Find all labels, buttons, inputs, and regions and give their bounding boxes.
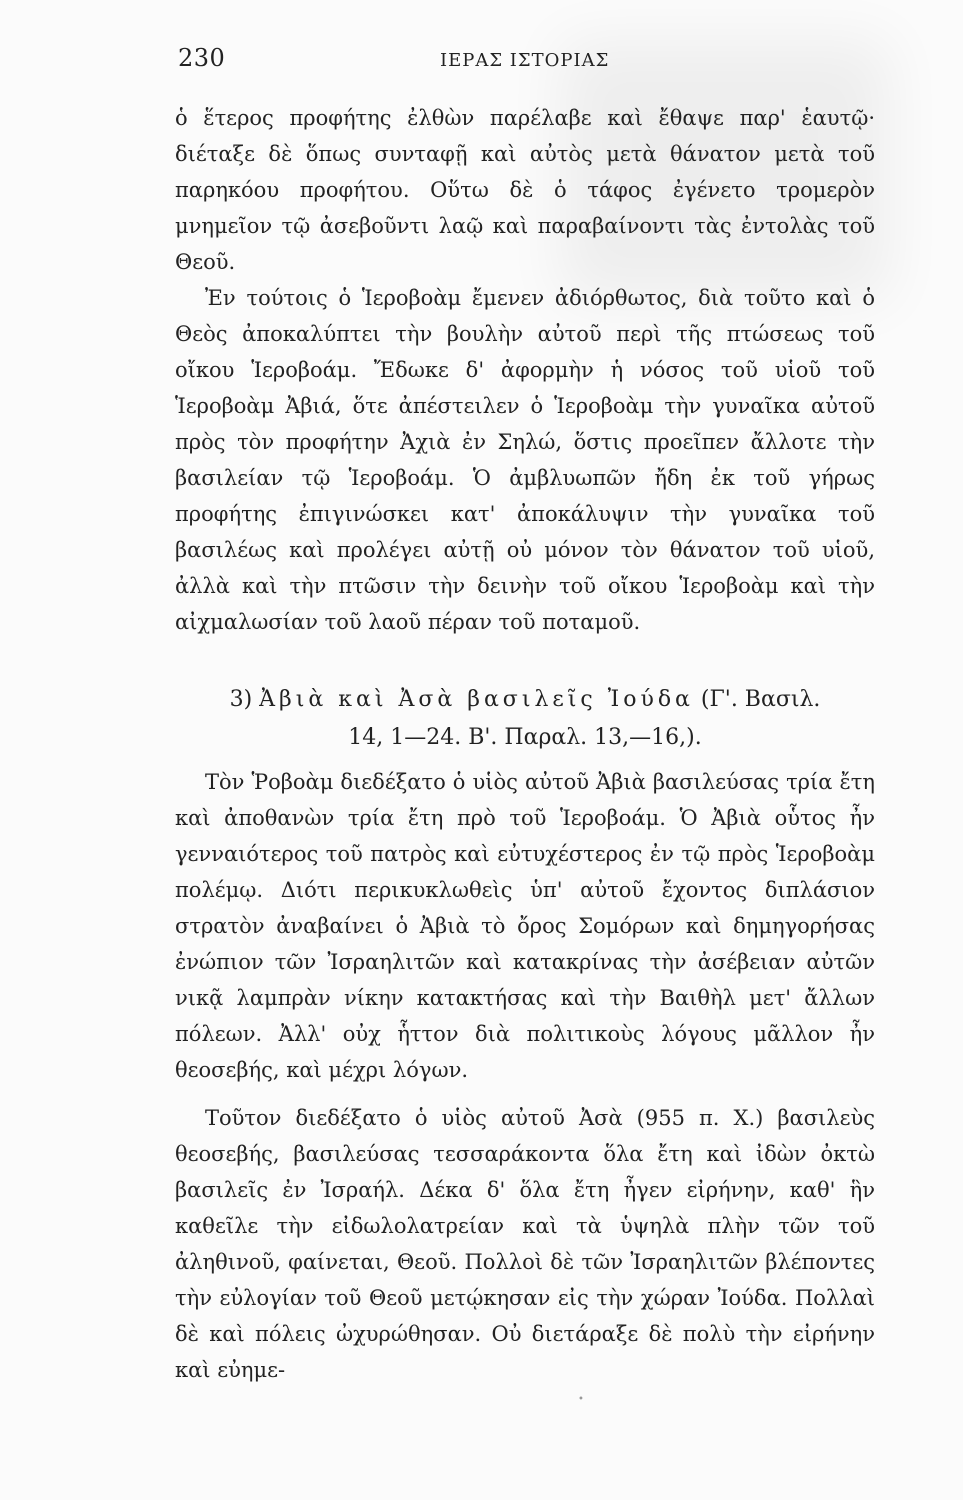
paragraph-3: Τὸν Ῥοβοὰμ διεδέξατο ὁ υἱὸς αὐτοῦ Ἀβιὰ βασιλεύσας τρία ἔτη καὶ ἀποθανὼν τρία ἔτη πρὸ τοῦ Ἱεροβοάμ. Ὁ Ἀβιὰ οὗτος ἦν γενναιότερος τοῦ πατρὸς καὶ εὐτυχέστερος ἐν τῷ πρὸς Ἱεροβοὰμ πολέμῳ. Διότι περικυκλωθεὶς ὑπ' αὐτοῦ ἔχοντος διπλάσιον στρατὸν ἀναβαίνει ὁ Ἀβιὰ τὸ ὄρος Σομόρων καὶ δημηγορήσας ἐνώπιον τῶν Ἰσραηλιτῶν καὶ κατακρίνας τὴν ἀσέβειαν αὐτῶν νικᾷ λαμπρὰν νίκην κατακτήσας καὶ τὴν Βαιθὴλ μετ' ἄλλων πόλεων. Ἀλλ' οὐχ ἧττον διὰ πολιτικοὺς λόγους μᾶλλον ἦν θεοσεβής, καὶ μέχρι λόγων. — [175, 770, 875, 1082]
page-header — [178, 44, 868, 84]
running-title: ΙΕΡΑΣ ΙΣΤΟΡΙΑΣ — [440, 50, 610, 71]
paragraph-1: ὁ ἕτερος προφήτης ἐλθὼν παρέλαβε καὶ ἔθαψε παρ' ἑαυτῷ· διέταξε δὲ ὅπως συνταφῇ καὶ αὐτὸς μετὰ θάνατον μετὰ τοῦ παρηκόου προφήτου. Οὕτω δὲ ὁ τάφος ἐγένετο τρομερὸν μνημεῖον τῷ ἀσεβοῦντι λαῷ καὶ παραβαίνοντι τὰς ἐντολὰς τοῦ Θεοῦ. — [175, 106, 875, 274]
section-reference-open: (Γ'. Βασιλ. — [700, 687, 821, 712]
printer-mark: • — [578, 1394, 584, 1405]
section-heading — [175, 682, 875, 756]
page-body — [175, 100, 875, 1388]
section-reference: 14, 1—24. Β'. Παραλ. 13,—16,). — [348, 725, 702, 750]
paragraph-spacer — [175, 1088, 875, 1100]
paragraph-2: Ἐν τούτοις ὁ Ἱεροβοὰμ ἔμενεν ἀδιόρθωτος, διὰ τοῦτο καὶ ὁ Θεὸς ἀποκαλύπτει τὴν βουλὴν αὐτοῦ περὶ τῆς πτώσεως τοῦ οἴκου Ἱεροβοάμ. Ἔδωκε δ' ἀφορμὴν ἡ νόσος τοῦ υἱοῦ τοῦ Ἱεροβοὰμ Ἀβιά, ὅτε ἀπέστειλεν ὁ Ἱεροβοὰμ τὴν γυναῖκα αὐτοῦ πρὸς τὸν προφήτην Ἀχιὰ ἐν Σηλώ, ὅστις προεῖπεν ἄλλοτε τὴν βασιλείαν τῷ Ἱεροβοάμ. Ὁ ἀμβλυωπῶν ἤδη ἐκ τοῦ γήρως προφήτης ἐπιγινώσκει κατ' ἀποκάλυψιν τὴν γυναῖκα τοῦ βασιλέως καὶ προλέγει αὐτῇ οὐ μόνον τὸν θάνατον τοῦ υἱοῦ, ἀλλὰ καὶ τὴν πτῶσιν τὴν δεινὴν τοῦ οἴκου Ἱεροβοὰμ καὶ τὴν αἰχμαλωσίαν τοῦ λαοῦ πέραν τοῦ ποταμοῦ. — [175, 286, 875, 634]
page-number: 230 — [178, 44, 226, 72]
paragraph-4: Τοῦτον διεδέξατο ὁ υἱὸς αὐτοῦ Ἀσὰ (955 π. Χ.) βασιλεὺς θεοσεβής, βασιλεύσας τεσσαράκοντα ὅλα ἔτη καὶ ἰδὼν ὀκτὼ βασιλεῖς ἐν Ἰσραήλ. Δέκα δ' ὅλα ἔτη ἦγεν εἰρήνην, καθ' ἣν καθεῖλε τὴν εἰδωλολατρείαν καὶ τὰ ὑψηλὰ πλὴν τῶν τοῦ ἀληθινοῦ, φαίνεται, Θεοῦ. Πολλοὶ δὲ τῶν Ἰσραηλιτῶν βλέποντες τὴν εὐλογίαν τοῦ Θεοῦ μετῴκησαν εἰς τὴν χώραν Ἰούδα. Πολλαὶ δὲ καὶ πόλεις ὠχυρώθησαν. Οὐ διετάραξε δὲ πολὺ τὴν εἰρήνην καὶ εὐημε- — [175, 1106, 875, 1382]
section-title: Ἀβιὰ καὶ Ἀσὰ βασιλεῖς Ἰούδα — [259, 687, 694, 712]
section-number: 3) — [229, 687, 253, 712]
